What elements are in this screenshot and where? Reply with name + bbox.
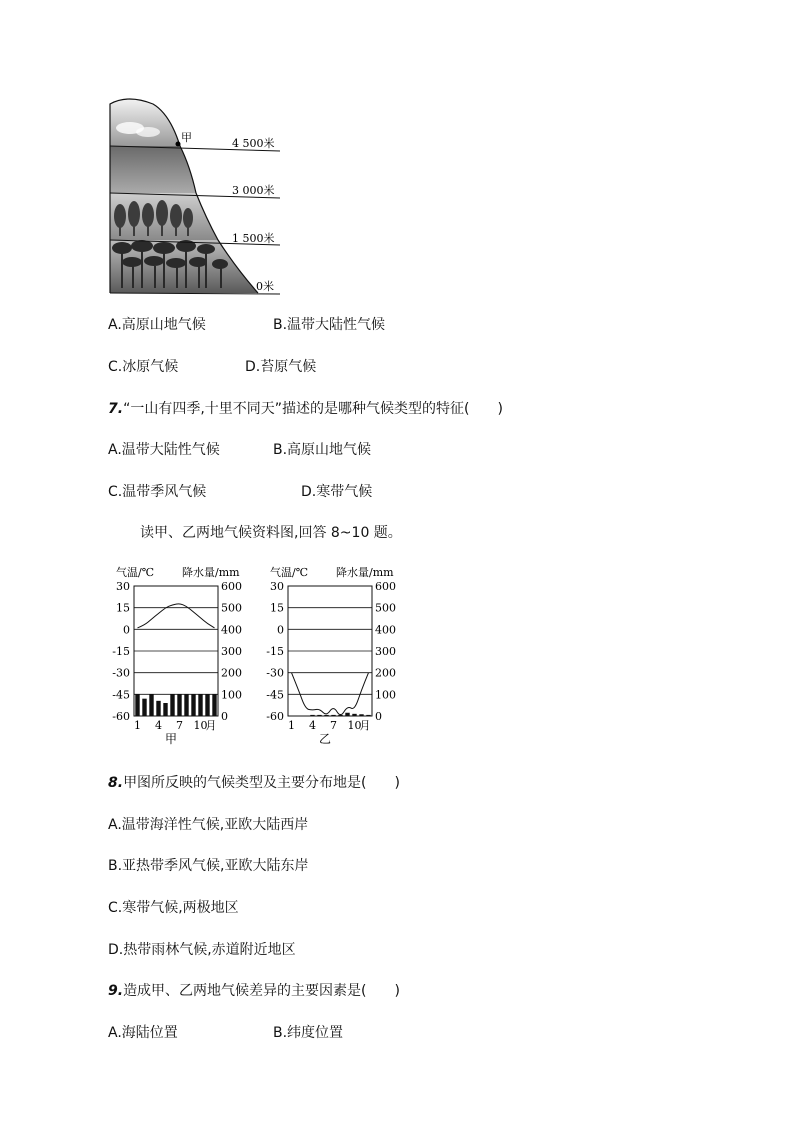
precip-bar-yi <box>359 714 363 716</box>
temp-axis-title-yi: 气温/℃ <box>270 566 309 579</box>
precip-bar-yi <box>310 715 314 716</box>
month-tick-label-jia: 1 <box>134 719 141 732</box>
month-tick-label-yi: 10 <box>347 719 362 732</box>
precip-tick-label-yi: 400 <box>375 623 396 637</box>
q8-stem: 甲图所反映的气候类型及主要分布地是( ) <box>123 775 400 791</box>
q6-option-c[interactable]: C.冰原气候 <box>108 359 179 375</box>
precip-bar-jia <box>149 694 153 716</box>
precip-tick-label-yi: 0 <box>375 710 382 723</box>
q8-stem-line <box>108 773 400 793</box>
temp-axis-title-jia: 气温/℃ <box>116 566 155 579</box>
precip-tick-label-yi: 100 <box>375 688 396 702</box>
q6-option-a[interactable]: A.高原山地气候 <box>108 317 206 333</box>
precip-tick-label-jia: 300 <box>221 645 242 658</box>
precip-tick-label-jia: 0 <box>221 710 228 723</box>
precip-tick-label-jia: 600 <box>221 580 242 593</box>
q9-stem-line <box>108 981 400 1001</box>
temp-tick-label-yi: 15 <box>270 601 284 615</box>
precip-bar-yi <box>366 715 370 716</box>
q9-option-a[interactable]: A.海陆位置 <box>108 1025 178 1041</box>
level-label-4500: 4 500米 <box>232 137 275 150</box>
q7-option-c[interactable]: C.温带季风气候 <box>108 484 207 500</box>
precip-bar-yi <box>331 715 335 716</box>
temp-tick-label-jia: 30 <box>116 580 130 593</box>
month-tick-label-yi: 1 <box>288 719 295 732</box>
month-tick-label-jia: 4 <box>155 719 162 732</box>
chart-name-yi: 乙 <box>318 732 332 746</box>
level-label-3000: 3 000米 <box>232 184 275 197</box>
precip-bar-yi <box>352 714 356 716</box>
q8-option-a[interactable]: A.温带海洋性气候,亚欧大陆西岸 <box>108 817 309 833</box>
precip-bar-yi <box>324 715 328 716</box>
level-label-0: 0米 <box>256 280 274 293</box>
precip-tick-label-yi: 300 <box>375 645 396 658</box>
temp-tick-label-jia: 0 <box>123 623 130 637</box>
temp-tick-label-jia: -15 <box>112 645 130 658</box>
mountain-zonation-figure <box>108 96 288 301</box>
q9-option-b[interactable]: B.纬度位置 <box>273 1025 344 1041</box>
precip-tick-label-yi: 600 <box>375 580 396 593</box>
temp-tick-label-jia: 15 <box>116 601 130 615</box>
precip-bar-jia <box>205 694 209 716</box>
temp-tick-label-yi: -30 <box>266 666 284 680</box>
temp-tick-label-jia: -30 <box>112 666 130 680</box>
precip-bar-jia <box>184 694 188 716</box>
precip-bar-yi <box>317 715 321 716</box>
precip-bar-jia <box>156 701 160 716</box>
level-label-1500: 1 500米 <box>232 232 275 245</box>
month-tick-label-jia: 10 <box>193 719 208 732</box>
q6-option-d[interactable]: D.苔原气候 <box>245 359 317 375</box>
precip-bar-yi <box>338 715 342 716</box>
q9-stem: 造成甲、乙两地气候差异的主要因素是( ) <box>123 983 400 999</box>
temp-tick-label-jia: -45 <box>112 688 130 702</box>
precip-tick-label-jia: 200 <box>221 666 242 680</box>
temp-tick-label-jia: -60 <box>112 710 130 723</box>
point-jia-label: 甲 <box>181 131 192 144</box>
q7-stem-line <box>108 399 503 419</box>
temp-tick-label-yi: 30 <box>270 580 284 593</box>
q8-number: 8. <box>108 775 124 791</box>
precip-axis-title-jia: 降水量/mm <box>182 566 240 579</box>
q8-option-d[interactable]: D.热带雨林气候,赤道附近地区 <box>108 942 296 958</box>
month-tick-label-yi: 7 <box>330 719 337 732</box>
chart-name-jia: 甲 <box>164 732 178 746</box>
q7-option-d[interactable]: D.寒带气候 <box>301 484 373 500</box>
precip-bar-jia <box>142 699 146 716</box>
precip-tick-label-jia: 100 <box>221 688 242 702</box>
temp-tick-label-yi: 0 <box>277 623 284 637</box>
q7-number: 7. <box>108 401 124 417</box>
precip-bar-jia <box>163 703 167 716</box>
precip-bar-yi <box>345 713 349 716</box>
precip-bar-jia <box>198 694 202 716</box>
precip-tick-label-yi: 200 <box>375 666 396 680</box>
precip-bar-jia <box>170 694 174 716</box>
precip-bar-jia <box>135 694 139 716</box>
climate-charts <box>108 560 408 750</box>
month-unit-jia: 月 <box>205 719 217 732</box>
month-unit-yi: 月 <box>359 719 371 732</box>
temp-tick-label-yi: -60 <box>266 710 284 723</box>
questions-8-10-intro: 读甲、乙两地气候资料图,回答 8~10 题。 <box>140 525 402 541</box>
q6-option-b[interactable]: B.温带大陆性气候 <box>273 317 386 333</box>
precip-tick-label-yi: 500 <box>375 601 396 615</box>
precip-bar-jia <box>191 694 195 716</box>
month-tick-label-jia: 7 <box>176 719 183 732</box>
q8-option-c[interactable]: C.寒带气候,两极地区 <box>108 900 239 916</box>
precip-tick-label-jia: 500 <box>221 601 242 615</box>
q7-stem: “一山有四季,十里不同天”描述的是哪种气候类型的特征( ) <box>123 401 503 417</box>
temp-line-yi <box>292 673 369 715</box>
month-tick-label-yi: 4 <box>309 719 316 732</box>
precip-bar-jia <box>212 694 216 716</box>
q9-number: 9. <box>108 983 124 999</box>
precip-axis-title-yi: 降水量/mm <box>336 566 394 579</box>
temp-tick-label-yi: -45 <box>266 688 284 702</box>
precip-tick-label-jia: 400 <box>221 623 242 637</box>
q7-option-a[interactable]: A.温带大陆性气候 <box>108 442 220 458</box>
point-jia-marker <box>176 142 181 147</box>
temp-tick-label-yi: -15 <box>266 645 284 658</box>
q8-option-b[interactable]: B.亚热带季风气候,亚欧大陆东岸 <box>108 858 309 874</box>
precip-bar-jia <box>177 694 181 716</box>
q7-option-b[interactable]: B.高原山地气候 <box>273 442 372 458</box>
